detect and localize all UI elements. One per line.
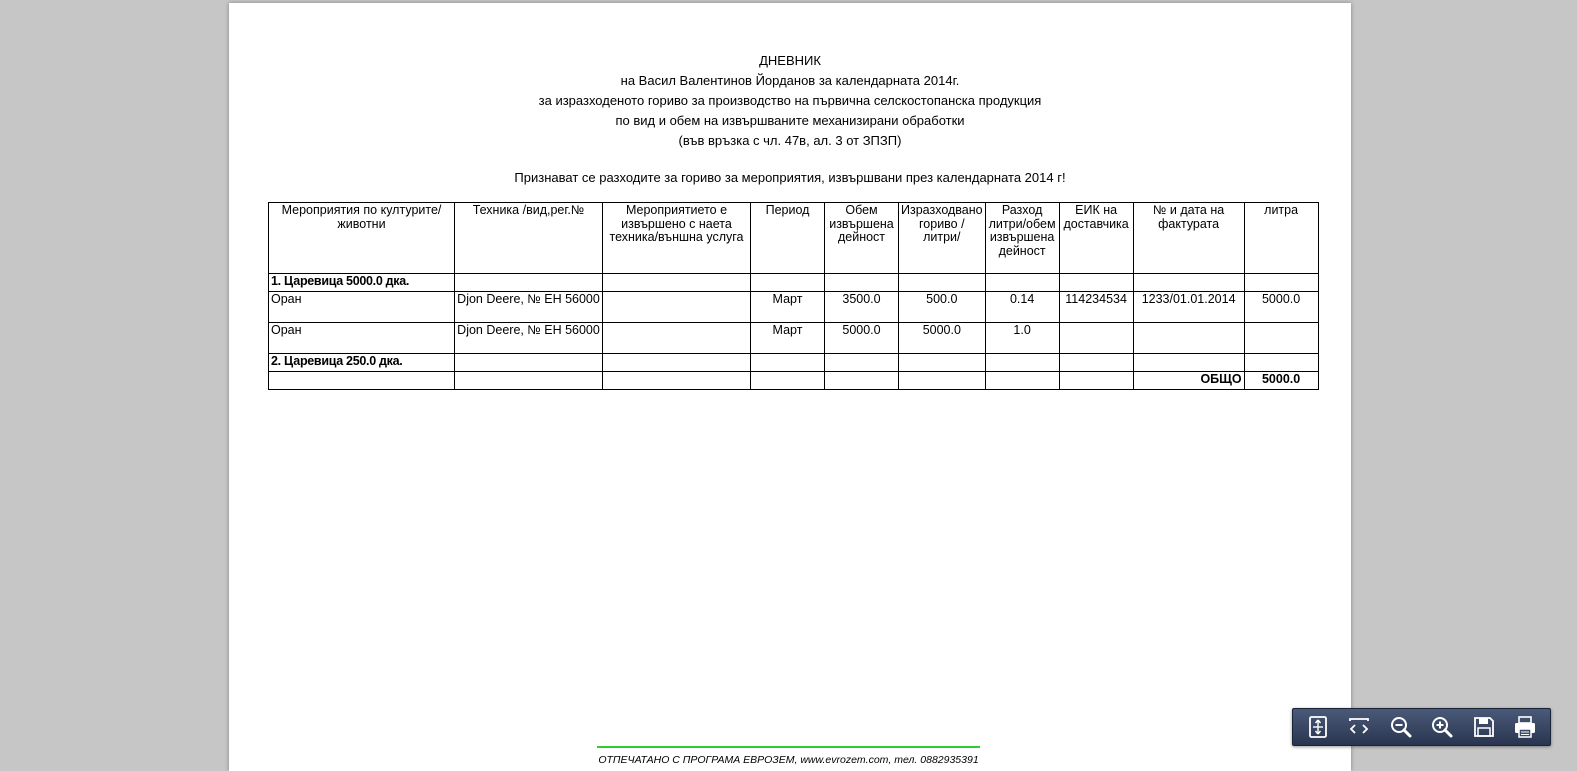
heading-scope: по вид и обем на извършваните механизирани обработки (615, 113, 965, 128)
save-icon (1471, 714, 1497, 740)
zoom-out-icon (1388, 714, 1414, 740)
cell-volume: 3500.0 (825, 292, 899, 323)
cell-ratio: 0.14 (985, 292, 1059, 323)
cell-fuel: 5000.0 (899, 323, 986, 354)
document-subtitle: Признават се разходите за гориво за мероприятия, извършвани през календарната 2014 г! (514, 170, 1066, 185)
heading-title: ДНЕВНИК (759, 53, 821, 68)
fit-width-button[interactable] (1341, 711, 1377, 743)
group-label: 1. Царевица 5000.0 дка. (269, 274, 455, 292)
zoom-out-button[interactable] (1383, 711, 1419, 743)
print-footer: ОТПЕЧАТАНО С ПРОГРАМА ЕВРОЗЕМ, www.evrozem.com, тел. 0882935391 (597, 746, 980, 766)
cell-hired (603, 323, 751, 354)
header-eik: ЕИК на доставчика (1059, 203, 1133, 274)
cell-invoice (1133, 323, 1244, 354)
fit-page-button[interactable] (1300, 711, 1336, 743)
fit-page-icon (1305, 714, 1331, 740)
zoom-in-icon (1429, 714, 1455, 740)
header-activity: Мероприятия по културите/животни (269, 203, 455, 274)
cell-activity: Оран (269, 323, 455, 354)
header-ratio: Разход литри/обем извършена дейност (985, 203, 1059, 274)
cell-eik: 114234534 (1059, 292, 1133, 323)
cell-liters: 5000.0 (1244, 292, 1318, 323)
cell-volume: 5000.0 (825, 323, 899, 354)
cell-fuel: 500.0 (899, 292, 986, 323)
total-row (269, 372, 1319, 390)
header-machine: Техника /вид,рег.№ (455, 203, 603, 274)
document-page (229, 3, 1351, 771)
save-button[interactable] (1466, 711, 1502, 743)
cell-eik (1059, 323, 1133, 354)
cell-machine: Djon Deere, № ЕН 56000 (455, 323, 603, 354)
fuel-report-table (268, 202, 1319, 390)
heading-legal-ref: (във връзка с чл. 47в, ал. 3 от ЗПЗП) (678, 133, 902, 148)
print-button[interactable] (1507, 711, 1543, 743)
cell-hired (603, 292, 751, 323)
document-heading (229, 51, 1351, 151)
cell-activity: Оран (269, 292, 455, 323)
header-hired: Мероприятието е извършено с наета техника/външна услуга (603, 203, 751, 274)
heading-owner: на Васил Валентинов Йорданов за календарната 2014г. (620, 73, 960, 88)
group-row (269, 354, 1319, 372)
total-value: 5000.0 (1244, 372, 1318, 390)
header-volume: Обем извършена дейност (825, 203, 899, 274)
table-row (269, 292, 1319, 323)
fit-width-icon (1346, 714, 1372, 740)
header-invoice: № и дата на фактурата (1133, 203, 1244, 274)
viewer-toolbar (1292, 708, 1551, 746)
group-label: 2. Царевица 250.0 дка. (269, 354, 455, 372)
print-icon (1512, 714, 1538, 740)
header-period: Период (751, 203, 825, 274)
zoom-in-button[interactable] (1424, 711, 1460, 743)
cell-ratio: 1.0 (985, 323, 1059, 354)
cell-period: Март (751, 323, 825, 354)
cell-period: Март (751, 292, 825, 323)
table-header-row (269, 203, 1319, 274)
cell-invoice: 1233/01.01.2014 (1133, 292, 1244, 323)
header-liters: литра (1244, 203, 1318, 274)
cell-machine: Djon Deere, № ЕН 56000 (455, 292, 603, 323)
total-label: ОБЩО (1133, 372, 1244, 390)
group-row (269, 274, 1319, 292)
header-fuel: Изразходвано гориво /литри/ (899, 203, 986, 274)
table-row (269, 323, 1319, 354)
cell-liters (1244, 323, 1318, 354)
heading-purpose: за изразходеното гориво за производство на първична селскостопанска продукция (538, 93, 1042, 108)
